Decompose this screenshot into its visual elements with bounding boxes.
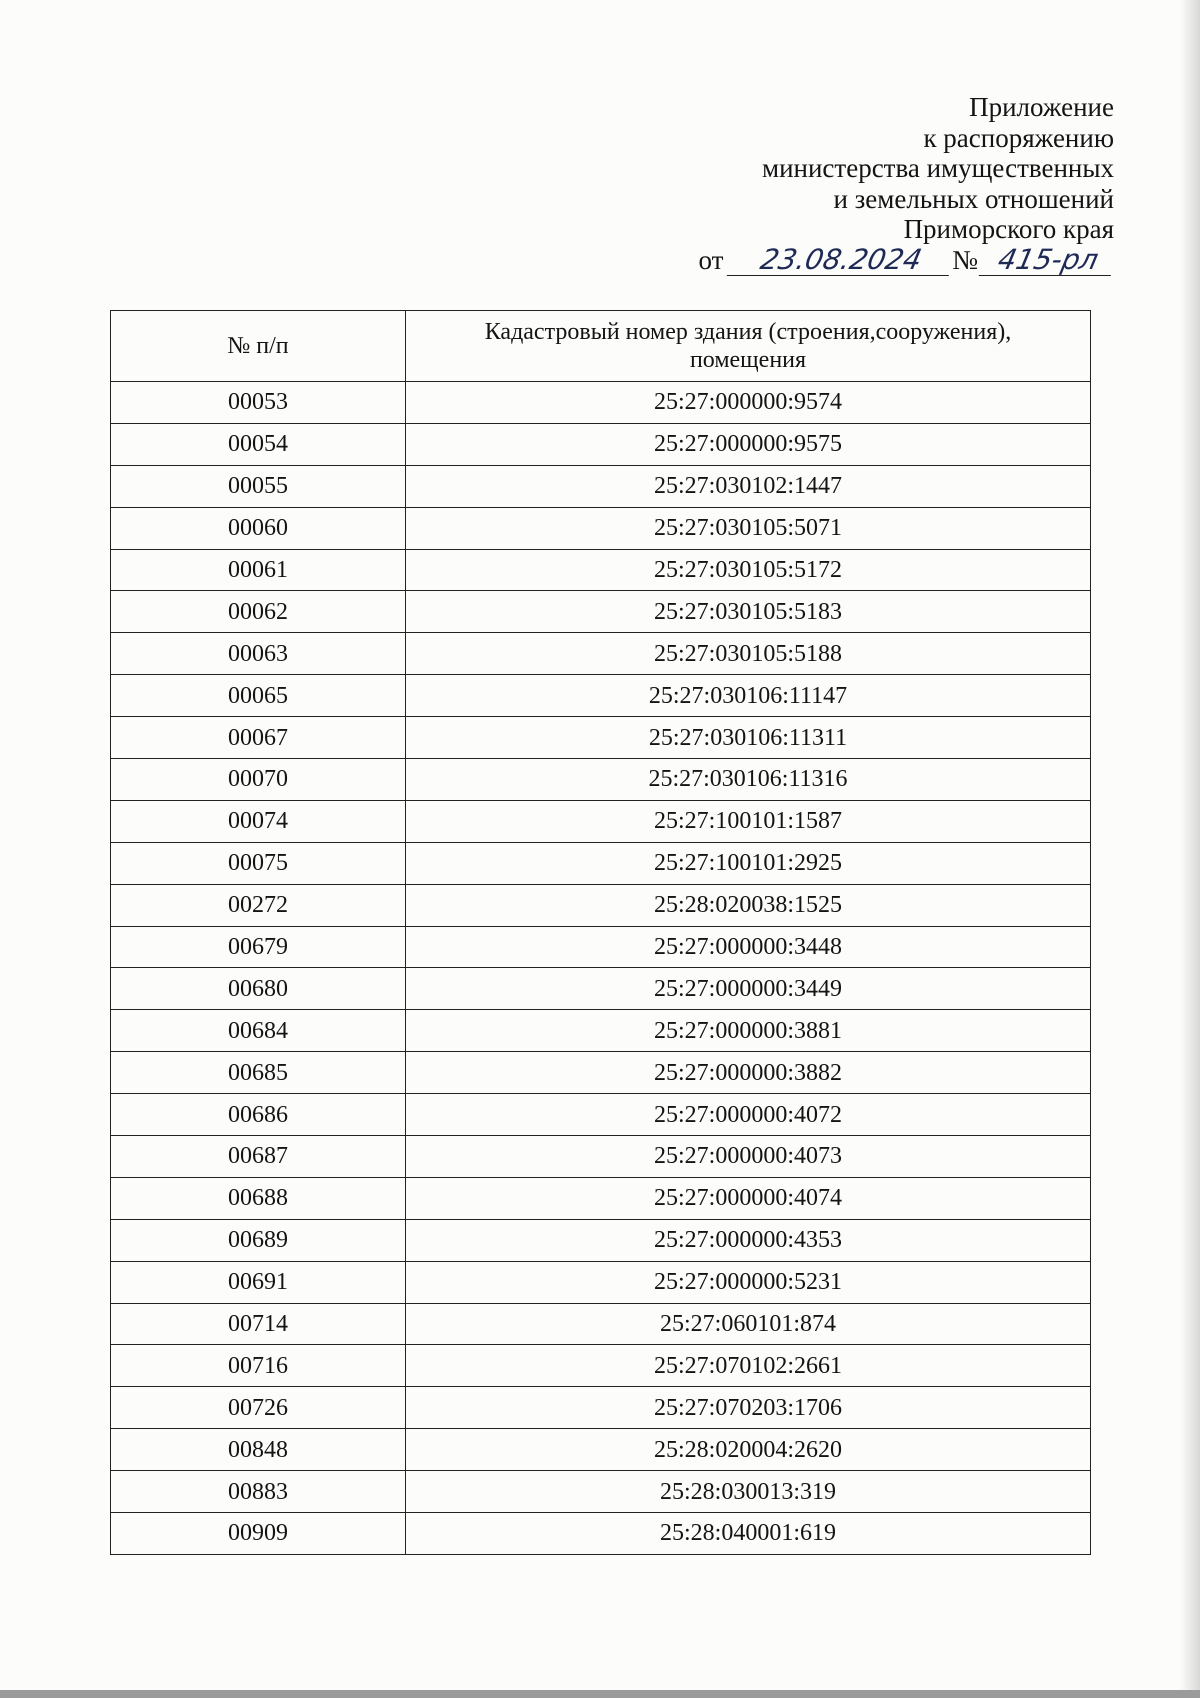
cadastral-number-cell: 25:27:030105:5188 (406, 633, 1091, 675)
header-date-line (698, 242, 1114, 276)
table-row (111, 1429, 1091, 1471)
cadastral-number-cell: 25:27:000000:5231 (406, 1261, 1091, 1303)
cadastral-number-cell: 25:27:030106:11147 (406, 675, 1091, 717)
row-number-cell: 00716 (111, 1345, 406, 1387)
cadastral-number-cell: 25:27:000000:4072 (406, 1094, 1091, 1136)
row-number-cell: 00679 (111, 926, 406, 968)
row-number-cell: 00686 (111, 1094, 406, 1136)
row-number-cell: 00685 (111, 1052, 406, 1094)
table-row (111, 1303, 1091, 1345)
table-row (111, 759, 1091, 801)
cadastral-number-cell: 25:27:000000:3448 (406, 926, 1091, 968)
table-row (111, 1177, 1091, 1219)
table-row (111, 549, 1091, 591)
row-number-cell: 00061 (111, 549, 406, 591)
cadastral-number-cell: 25:27:030105:5071 (406, 507, 1091, 549)
cadastral-number-cell: 25:27:100101:2925 (406, 842, 1091, 884)
cadastral-number-cell: 25:27:030105:5183 (406, 591, 1091, 633)
column-header-number: № п/п (111, 311, 406, 382)
table-row (111, 382, 1091, 424)
table-row (111, 591, 1091, 633)
scan-edge-bottom (0, 1690, 1200, 1698)
column-header-cadastral: Кадастровый номер здания (строения,сооружения), помещения (406, 311, 1091, 382)
header-line-1: Приложение (969, 92, 1114, 122)
header-line-5: Приморского края (903, 214, 1114, 244)
cadastral-number-cell: 25:27:100101:1587 (406, 800, 1091, 842)
table-row (111, 423, 1091, 465)
row-number-cell: 00075 (111, 842, 406, 884)
handwritten-date: 23.08.2024 (727, 245, 956, 276)
cadastral-number-cell: 25:27:030102:1447 (406, 465, 1091, 507)
table-row (111, 675, 1091, 717)
row-number-cell: 00062 (111, 591, 406, 633)
table-row (111, 1094, 1091, 1136)
row-number-cell: 00684 (111, 1010, 406, 1052)
cadastral-number-cell: 25:27:000000:3881 (406, 1010, 1091, 1052)
header-line-3: министерства имущественных (762, 153, 1114, 183)
row-number-cell: 00909 (111, 1513, 406, 1555)
cadastral-number-cell: 25:27:000000:9575 (406, 423, 1091, 465)
table-row (111, 1513, 1091, 1555)
table-header-row (111, 311, 1091, 382)
table-row (111, 1136, 1091, 1178)
row-number-cell: 00067 (111, 717, 406, 759)
row-number-cell: 00689 (111, 1219, 406, 1261)
row-number-cell: 00055 (111, 465, 406, 507)
scan-shadow-right (1180, 0, 1200, 1698)
cadastral-number-cell: 25:27:000000:4073 (406, 1136, 1091, 1178)
cadastral-number-cell: 25:27:000000:4353 (406, 1219, 1091, 1261)
table-row (111, 968, 1091, 1010)
table-row (111, 633, 1091, 675)
cadastral-number-cell: 25:27:000000:3449 (406, 968, 1091, 1010)
cadastral-number-cell: 25:27:000000:3882 (406, 1052, 1091, 1094)
row-number-cell: 00063 (111, 633, 406, 675)
cadastral-number-cell: 25:27:000000:9574 (406, 382, 1091, 424)
table-row (111, 465, 1091, 507)
row-number-cell: 00053 (111, 382, 406, 424)
row-number-cell: 00688 (111, 1177, 406, 1219)
cadastral-number-cell: 25:27:060101:874 (406, 1303, 1091, 1345)
row-number-cell: 00883 (111, 1471, 406, 1513)
table-row (111, 717, 1091, 759)
table-row (111, 1471, 1091, 1513)
cadastral-number-cell: 25:28:020004:2620 (406, 1429, 1091, 1471)
handwritten-number: 415-рл (979, 245, 1118, 276)
row-number-cell: 00691 (111, 1261, 406, 1303)
cadastral-number-cell: 25:27:070102:2661 (406, 1345, 1091, 1387)
row-number-cell: 00060 (111, 507, 406, 549)
cadastral-number-cell: 25:28:020038:1525 (406, 884, 1091, 926)
cadastral-table (110, 310, 1091, 1555)
cadastral-number-cell: 25:27:000000:4074 (406, 1177, 1091, 1219)
appendix-header (699, 92, 1114, 276)
table-row (111, 884, 1091, 926)
number-sign: № (952, 244, 978, 275)
row-number-cell: 00074 (111, 800, 406, 842)
table-row (111, 1387, 1091, 1429)
table-row (111, 1052, 1091, 1094)
cadastral-number-cell: 25:27:070203:1706 (406, 1387, 1091, 1429)
cadastral-number-cell: 25:28:030013:319 (406, 1471, 1091, 1513)
table-body (111, 382, 1091, 1555)
cadastral-table-container (110, 310, 1090, 1555)
table-row (111, 800, 1091, 842)
row-number-cell: 00687 (111, 1136, 406, 1178)
table-row (111, 1345, 1091, 1387)
cadastral-number-cell: 25:27:030105:5172 (406, 549, 1091, 591)
row-number-cell: 00070 (111, 759, 406, 801)
cadastral-number-cell: 25:27:030106:11311 (406, 717, 1091, 759)
date-prefix: от (698, 244, 724, 275)
row-number-cell: 00054 (111, 423, 406, 465)
row-number-cell: 00726 (111, 1387, 406, 1429)
row-number-cell: 00272 (111, 884, 406, 926)
row-number-cell: 00680 (111, 968, 406, 1010)
header-line-4: и земельных отношений (833, 183, 1114, 214)
table-row (111, 1261, 1091, 1303)
table-row (111, 842, 1091, 884)
row-number-cell: 00848 (111, 1429, 406, 1471)
header-line-2: к распоряжению (923, 122, 1114, 153)
cadastral-number-cell: 25:27:030106:11316 (406, 759, 1091, 801)
row-number-cell: 00065 (111, 675, 406, 717)
table-row (111, 1219, 1091, 1261)
table-row (111, 507, 1091, 549)
table-row (111, 1010, 1091, 1052)
table-row (111, 926, 1091, 968)
cadastral-number-cell: 25:28:040001:619 (406, 1513, 1091, 1555)
row-number-cell: 00714 (111, 1303, 406, 1345)
